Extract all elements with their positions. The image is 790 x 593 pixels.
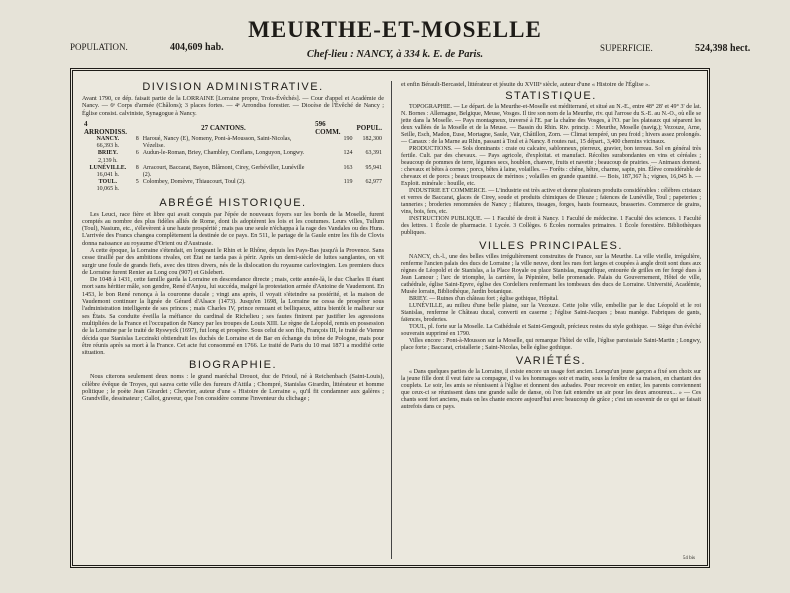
canton-count: 6: [135, 150, 139, 157]
productions-paragraph: PRODUCTIONS. — Sols dominants : craie ou calcaire, sablonneux, pierreux, gravier, bon terreau. Sol en général très fertile. Cult. par des chevaux. — Pays agricole, d'exploitat. et manufact. Récoltes surabondantes en vins et céréales ; beaucoup de pommes de terre, légumes secs, houblon, chanvre, fruits et navette ; beaucoup de prairies. — Animaux domest. : chevaux et bêtes à cornes ; porcs, bêtes à laine, volailles. — Forêts : chêne, hêtre, charme, sapin, pin. Élève considérable de chevaux et de porcs ; beaux troupeaux de mérinos ; volailles en grande quantité. — Bois, 187,367 h.; vignes, 16,045 h. — Exploit. minérale : houille, etc.: [401, 146, 701, 188]
villes-paragraph: BRIEY. — Ruines d'un château fort ; église gothique, Hôpital.: [409, 296, 559, 303]
page-title: MEURTHE-ET-MOSELLE: [248, 17, 542, 42]
biography-text: Nous citerons seulement deux noms : le grand maréchal Drouot, duc de Frioul, né à Reichenbach (Saint-Louis), célèbre évêque de Troyes, qui sauva cette ville des fureurs d'Attila ; Chompré, Stanislas Girardin, littérateur et homme politique ; le poète Jean Girardet ; Chevrier, auteur d'une « Histoire de Lorraine », qu'il fit condamner aux galères ; Grandville, dessinateur ; Callot, graveur, que l'on considère comme l'inventeur du clichage ;: [82, 373, 384, 403]
population-cell: 62,977: [365, 179, 382, 186]
history-heading: ABRÉGÉ HISTORIQUE.: [159, 196, 307, 209]
population-cell: 182,300: [362, 135, 382, 142]
history-paragraph: De 1048 à 1431, cette famille garda la Lorraine en descendance directe ; mais, cette année-là, le duc Charles II étant mort sans héritier mâle, son gendre, René d'Anjou, lui succéda, malgré la protestation armée d'Antoine de Vaudemont. En 1453, le bon René renonça à la couronne ducale ; vingt ans après, il voyait s'éteindre sa postérité, et la maison de Vaudemont continuer la lignée de Gérard d'Alsace (1473). Jusqu'en 1698, la Lorraine ne cessa de prospérer sous l'administration intelligente de ses princes ; mais Charles IV, prince remuant et belliqueux, attira bientôt le malheur sur ses États. Sa conduite éveilla la méfiance du cardinal de Richelieu ; ses fautes finirent par justifier les agressions multipliées de la France et l'occupation de Nancy par les troupes de Louis XIII. Le règne de Léopold, remis en possession de la Lorraine par le traité de Ryswyck (1697), fut long et prospère. Sous celui de son fils, François III, le traité de Vienne décida que Stanislas Leczinski obtiendrait les duchés de Lorraine et de Bar en échange du trône de Pologne, mais pour être réunis après sa mort à la France. Cet acte fut consommé en 1766. Le traité de Paris du 10 mai 1871 a modifié cette situation.: [82, 276, 384, 357]
population-cell: 95,941: [365, 164, 382, 171]
right-column: [401, 81, 701, 411]
canton-count: 8: [135, 164, 139, 171]
canton-names: Arracourt, Baccarat, Bayon, Blâmont, Cirey, Gerbéviller, Lunéville (2).: [142, 164, 305, 178]
canton-names: Audun-le-Roman, Briey, Chambley, Conflans, Longuyon, Longwy.: [142, 150, 305, 157]
history-paragraph: Les Leuci, race fière et libre qui avait conquis par l'épée de nouveaux foyers sur les bords de la Moselle, furent comptés au nombre des plus fidèles alliés de Rome, dont ils adoptèrent les lois et les coutumes. Leurs villes, Tullum (Toul), Nasium, etc., s'élevèrent à une haute prospérité ; mais pas une seule n'échappa à la rage des Vandales ou des Huns. L'arrivée des Francs changea complètement la destinée de ce pays. En 511, le partage de la Gaule entre les fils de Clovis donna naissance au royaume d'Orient ou d'Austrasie.: [82, 210, 384, 247]
history-paragraph: A cette époque, la Lorraine s'étendait, en longeant le Rhin et le Rhône, depuis les Pays-Bas jusqu'à la Provence. Sans cesse tiraillé par des ambitions rivales, cet État ne tarda pas à périr. Après un demi-siècle de luttes sanglantes, on vit surgir une foule de grands fiefs, avec des titres divers, nés de la dislocation du royaume carlovingien. Les premiers ducs de Lorraine furent Renier au Long cou (907) et Gislebert.: [82, 247, 384, 276]
canton-names: Haroué, Nancy (E), Nomeny, Pont-à-Mousson, Saint-Nicolas, Vézelise.: [142, 135, 292, 150]
col-header-arrondissements: 4 ARRONDISS.: [84, 119, 127, 136]
col-header-cantons: 27 CANTONS.: [201, 123, 246, 132]
col-header-population: POPUL.: [356, 123, 382, 132]
division-heading: DIVISION ADMINISTRATIVE.: [142, 81, 324, 93]
villes-heading: VILLES PRINCIPALES.: [479, 240, 623, 253]
commune-count: 163: [343, 164, 353, 171]
industrie-paragraph: INDUSTRIE ET COMMERCE. — L'industrie est très active et donne plusieurs produits considérables : célèbres cristaux et verres de Baccarat, glaces de Cirey, soude et produits chimiques de Dieuze ; faïences de Lunéville, Toul ; papeteries ; tanneries ; broderies renommées de Nancy ; filatures, tissages, forges, hauts fourneaux, brasseries. Commerce de grains, vins, bois, fers, etc.: [401, 188, 701, 216]
villes-paragraph: LUNÉVILLE, au milieu d'une belle plaine, sur la Vezouze. Cette jolie ville, embellie par le duc Léopold et le roi Stanislas, renferme le Château ducal, converti en caserne ; l'église Saint-Jacques ; beau manège. Fabriques de gants, faïences, broderies.: [401, 303, 701, 324]
canton-count: 8: [135, 135, 139, 142]
content-frame: [70, 68, 710, 568]
canton-count: 5: [135, 179, 139, 186]
population-label: POPULATION.: [70, 42, 128, 52]
cantons-table: [82, 120, 384, 194]
cantons-header-row: [82, 120, 384, 136]
population-cell: 63,391: [365, 150, 382, 157]
topographie-paragraph: TOPOGRAPHIE. — Le départ. de la Meurthe-et-Moselle est méditerrané, et situé au N.-E., entre 48° 28' et 49° 3' de lat. N. Bornes : Allemagne, Belgique, Meuse, Vosges. Il tire son nom de la Meurthe, riv. qui l'arrose du S.-E. au N.-O., où elle se jette dans la Moselle. — Pays montagneux, traversé à l'E. par la chaîne des Vosges, à l'O. par les plateaux qui séparent les deux vallées de la Moselle et de la Meuse. — Bassin du Rhin. Riv. princip. : Meurthe, Moselle (navig.); Vezouze, Arne, Seille, Esch, Madon, Euse, Mortagne, Saule, Vair, Châtillon, Zorn. — Climat tempéré, un peu froid ; hivers assez prolongés. — Canaux : de la Marne au Rhin, passant à Toul et à Nancy. 8 routes nat., 15 départ., 3,400 chemins vicinaux.: [401, 104, 701, 146]
left-column: [82, 81, 384, 403]
arrondissement-cell: LUNÉVILLE. 16,041 h.: [89, 164, 127, 178]
commune-count: 190: [343, 135, 353, 142]
commune-count: 124: [343, 150, 353, 157]
statistique-heading: STATISTIQUE.: [505, 90, 597, 103]
column-divider: [391, 81, 392, 559]
table-row: [82, 179, 384, 193]
arrondissement-cell: NANCY. 66,393 h.: [96, 135, 120, 150]
villes-paragraph: NANCY, ch.-l., une des belles villes irrégulièrement construites de France, sur la Meurthe. La ville vieille, irrégulière, renferme l'ancien palais des ducs de Lorraine ; la ville neuve, dont les rues fort larges et coupées à angle droit sont dues aux règnes de Léopold et de Stanislas, a la Place Royale ou place Stanislas, magnifique, entourée de grilles en fer forgé dues à Jean Lamour ; l'arc de triomphe, la carrière, la Pépinière, belle promenade. Palais du Gouvernement, Hôtel de ville, cathédrale, église Saint-Epvre, église des Cordeliers renfermant les tombeaux des ducs de Lorraine. Université, Académie, Musée lorrain, Bibliothèque, Jardin botanique.: [401, 254, 701, 296]
superficie-stat: [600, 43, 750, 54]
canton-names: Colombey, Domèvre, Thiaucourt, Toul (2).: [142, 179, 246, 186]
table-row: [82, 150, 384, 164]
prefecture-line: Chef-lieu : NANCY, à 334 k. E. de Paris.: [306, 49, 484, 60]
superficie-label: SUPERFICIE.: [600, 43, 653, 53]
commune-count: 119: [343, 179, 353, 186]
table-row: [82, 165, 384, 179]
villes-paragraph: TOUL, pl. forte sur la Moselle. La Cathédrale et Saint-Gengoult, précieux restes du style gothique. — Siège d'un évêché souverain supprimé en 1790.: [401, 324, 701, 338]
superficie-value: 524,398 hect.: [695, 43, 751, 54]
division-intro: Avant 1790, ce dép. faisait partie de la LORRAINE [Lorraine propre, Trois-Évêchés]. — Cour d'appel et Académie de Nancy. — 6ᵉ Corps d'armée (Châlons); 3 places fortes. — 4ᵉ Arrondiss forestier. — Diocèse de l'Évêché de Nancy ; Église consist. calviniste, Synagogue à Nancy.: [82, 95, 384, 117]
biography-heading: BIOGRAPHIE.: [188, 359, 278, 372]
arrondissement-cell: TOUL. 10,065 h.: [96, 179, 120, 193]
varietes-heading: VARIÉTÉS.: [515, 355, 587, 368]
plate-number: 54 bis: [682, 556, 695, 561]
biography-continuation: et enfin Bérault-Bercastel, littérateur et jésuite du XVIIIᵉ siècle, auteur d'une « Histoire de l'Église ».: [401, 81, 650, 88]
varietes-text: « Dans quelques parties de la Lorraine, il existe encore un usage fort ancien. Lorsqu'un jeune garçon a fixé son choix sur la jeune fille dont il veut faire sa compagne, il va les hommages soir et matin, sous la fenêtre de sa maison, en chantant des couplets. Le soir, les amis se réunissent à l'église et donnent des aubades. Pour recevoir en entier, les parents conviennent que ceux-ci se réunissent dans une grande salle de danse, où l'on fait entendre un air pour les deux amoureux... » — Ces chants sont fort anciens, mais on les chante encore aujourd'hui avec beaucoup de grâce ; c'est un souvenir de ce qui se faisait autrefois dans ce pays.: [401, 369, 701, 411]
population-value: 404,609 hab.: [170, 42, 224, 53]
col-header-communes: 596 COMM.: [315, 119, 341, 136]
villes-paragraph: Villes encore : Pont-à-Mousson sur la Moselle, qui remarque l'hôtel de ville, l'église paroissiale Saint-Martin ; Longwy, place forte ; Baccarat, cristallerie ; Saint-Nicolas, belle église gothique.: [401, 338, 701, 352]
arrondissement-cell: BRIEY. 2,139 h.: [97, 150, 118, 164]
instruction-paragraph: INSTRUCTION PUBLIQUE. — 1 Faculté de droit à Nancy. 1 Faculté de médecine. 1 Faculté des sciences. 1 Faculté des lettres. 1 École de pharmacie. 1 Lycée. 3 Collèges. 6 Écoles normales primaires. 1 École forestière. Bibliothèques publiques.: [401, 216, 701, 237]
table-row: [82, 136, 384, 150]
